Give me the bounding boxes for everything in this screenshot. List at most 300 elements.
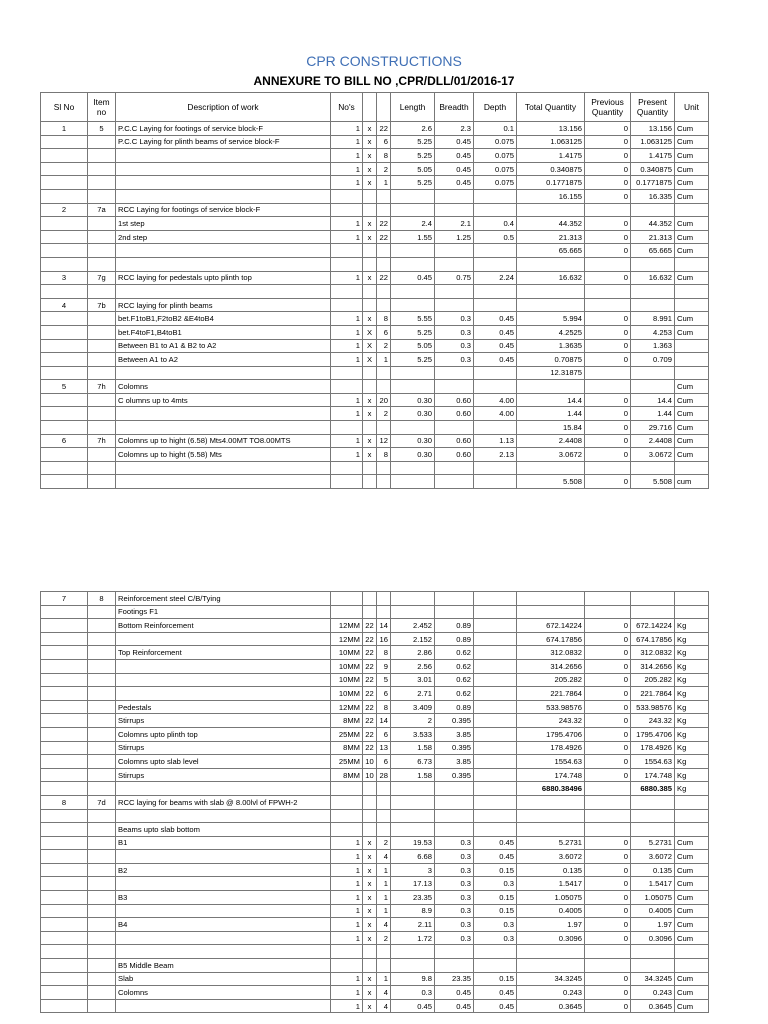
table-cell: 205.282: [517, 673, 585, 687]
table-cell: [41, 687, 88, 701]
table-cell: 1.5417: [631, 877, 675, 891]
table-cell: 3.409: [391, 700, 435, 714]
table-cell: Colomns: [116, 986, 331, 1000]
table-cell: 0.395: [435, 768, 474, 782]
table-cell: 0.3: [435, 312, 474, 326]
table-cell: 1.55: [391, 230, 435, 244]
table-row: [41, 244, 709, 258]
table-cell: [675, 823, 709, 837]
table-cell: [675, 257, 709, 271]
table-cell: 1: [331, 863, 363, 877]
table-cell: 22: [363, 714, 377, 728]
table-cell: x: [363, 972, 377, 986]
table-cell: 3.0672: [631, 448, 675, 462]
table-cell: 6: [377, 687, 391, 701]
table-cell: 6880.38496: [517, 782, 585, 796]
table-cell: 16.632: [631, 271, 675, 285]
table-cell: [41, 407, 88, 421]
table-cell: 2.56: [391, 659, 435, 673]
table-cell: Cum: [675, 836, 709, 850]
table-cell: [474, 285, 517, 299]
table-cell: [675, 461, 709, 475]
table-cell: [585, 203, 631, 217]
table-cell: 25MM: [331, 727, 363, 741]
table-cell: 0.45: [474, 353, 517, 367]
table-cell: [435, 421, 474, 435]
table-cell: 2.24: [474, 271, 517, 285]
table-cell: 0: [585, 700, 631, 714]
table-cell: 0.45: [435, 162, 474, 176]
table-cell: [88, 244, 116, 258]
table-cell: Kg: [675, 741, 709, 755]
table-cell: 1: [331, 312, 363, 326]
table-cell: 0.3: [474, 877, 517, 891]
table-row: [41, 176, 709, 190]
table-cell: Kg: [675, 673, 709, 687]
table-cell: 0.45: [435, 135, 474, 149]
table-cell: [435, 244, 474, 258]
table-cell: 1: [331, 271, 363, 285]
table-cell: 19.53: [391, 836, 435, 850]
table-cell: [331, 959, 363, 973]
table-cell: [435, 823, 474, 837]
table-cell: 0: [585, 619, 631, 633]
table-cell: [585, 380, 631, 394]
table-cell: [41, 339, 88, 353]
table-cell: [116, 176, 331, 190]
table-cell: 0.30: [391, 393, 435, 407]
table-cell: 20: [377, 393, 391, 407]
table-cell: 0.4005: [631, 904, 675, 918]
table-row: [41, 135, 709, 149]
table-cell: Reinforcement steel C/B/Tying: [116, 592, 331, 606]
table-cell: [631, 257, 675, 271]
table-row: [41, 999, 709, 1013]
table-cell: [435, 257, 474, 271]
annexure-title: ANNEXURE TO BILL NO ,CPR/DLL/01/2016-17: [253, 74, 515, 88]
table-cell: 1.063125: [631, 135, 675, 149]
header-cell: Sl No: [41, 93, 88, 122]
table-cell: 65.665: [517, 244, 585, 258]
bill-table-1: [40, 92, 709, 489]
table-cell: 12MM: [331, 632, 363, 646]
table-cell: [116, 632, 331, 646]
table-cell: 0: [585, 659, 631, 673]
table-cell: 12MM: [331, 700, 363, 714]
table-cell: Kg: [675, 632, 709, 646]
table-cell: [474, 809, 517, 823]
table-cell: x: [363, 407, 377, 421]
table-cell: [88, 999, 116, 1013]
table-cell: [331, 475, 363, 489]
table-cell: 0.89: [435, 619, 474, 633]
table-cell: [435, 795, 474, 809]
table-cell: 0.3: [391, 986, 435, 1000]
table-cell: Kg: [675, 755, 709, 769]
table-cell: [88, 727, 116, 741]
table-cell: [88, 619, 116, 633]
table-cell: 0.3: [435, 353, 474, 367]
table-cell: 0.3: [435, 931, 474, 945]
table-cell: Colomns up to hight (6.58) Mts4.00MT TO8.00MTS: [116, 434, 331, 448]
table-cell: [88, 632, 116, 646]
table-cell: [391, 592, 435, 606]
table-row: [41, 434, 709, 448]
table-cell: 5.25: [391, 353, 435, 367]
table-cell: 0.30: [391, 448, 435, 462]
table-cell: 243.32: [517, 714, 585, 728]
table-cell: 0.45: [474, 999, 517, 1013]
table-cell: [675, 339, 709, 353]
table-cell: 3.6072: [631, 850, 675, 864]
table-cell: [116, 931, 331, 945]
table-cell: [41, 768, 88, 782]
table-cell: 243.32: [631, 714, 675, 728]
table-cell: 6.73: [391, 755, 435, 769]
table-cell: [331, 945, 363, 959]
table-cell: [391, 203, 435, 217]
table-cell: 5.25: [391, 325, 435, 339]
table-cell: 178.4926: [631, 741, 675, 755]
table-cell: [88, 230, 116, 244]
table-cell: 1: [331, 891, 363, 905]
table-cell: 0.75: [435, 271, 474, 285]
table-row: [41, 904, 709, 918]
table-cell: [435, 380, 474, 394]
table-cell: [41, 931, 88, 945]
table-cell: Cum: [675, 421, 709, 435]
table-cell: 2.86: [391, 646, 435, 660]
header-cell: [377, 93, 391, 122]
table-cell: [377, 461, 391, 475]
table-cell: 0: [585, 393, 631, 407]
table-cell: [331, 461, 363, 475]
table-cell: 1.363: [631, 339, 675, 353]
table-cell: C olumns up to 4mts: [116, 393, 331, 407]
table-cell: [631, 959, 675, 973]
table-cell: Cum: [675, 972, 709, 986]
table-cell: [88, 475, 116, 489]
table-cell: [377, 592, 391, 606]
table-cell: [41, 823, 88, 837]
table-cell: [631, 203, 675, 217]
table-cell: [41, 162, 88, 176]
header-cell: Unit: [675, 93, 709, 122]
table-cell: 5.994: [517, 312, 585, 326]
table-cell: 0: [585, 434, 631, 448]
table-cell: [116, 782, 331, 796]
table-cell: [88, 945, 116, 959]
table-cell: [363, 257, 377, 271]
table-cell: 1.05075: [517, 891, 585, 905]
table-cell: 0.45: [474, 836, 517, 850]
table-cell: 221.7864: [517, 687, 585, 701]
table-cell: [391, 244, 435, 258]
table-cell: 14: [377, 619, 391, 633]
table-cell: Stirrups: [116, 714, 331, 728]
table-cell: [631, 605, 675, 619]
table-cell: 1795.4706: [517, 727, 585, 741]
table-cell: [331, 298, 363, 312]
table-cell: Pedestals: [116, 700, 331, 714]
table-cell: 16.632: [517, 271, 585, 285]
table-cell: [88, 217, 116, 231]
table-cell: 8.991: [631, 312, 675, 326]
table-cell: x: [363, 176, 377, 190]
table-cell: x: [363, 312, 377, 326]
table-cell: [517, 605, 585, 619]
table-cell: B3: [116, 891, 331, 905]
table-cell: 29.716: [631, 421, 675, 435]
table-cell: 1: [331, 836, 363, 850]
table-cell: 0: [585, 741, 631, 755]
table-cell: 5: [377, 673, 391, 687]
table-cell: 25MM: [331, 755, 363, 769]
table-cell: [435, 945, 474, 959]
table-cell: 10: [363, 755, 377, 769]
table-row: [41, 203, 709, 217]
table-cell: [517, 285, 585, 299]
table-cell: 6: [377, 325, 391, 339]
table-cell: 1.063125: [517, 135, 585, 149]
table-row: [41, 809, 709, 823]
table-cell: 0.075: [474, 149, 517, 163]
table-cell: 2.3: [435, 122, 474, 136]
table-cell: 14.4: [517, 393, 585, 407]
table-cell: [517, 203, 585, 217]
table-cell: 0.15: [474, 904, 517, 918]
table-row: [41, 189, 709, 203]
table-cell: [116, 421, 331, 435]
table-cell: 3.533: [391, 727, 435, 741]
table-cell: Beams upto slab bottom: [116, 823, 331, 837]
table-cell: [377, 380, 391, 394]
table-cell: [474, 632, 517, 646]
table-cell: 23.35: [435, 972, 474, 986]
table-cell: Top Reinforcement: [116, 646, 331, 660]
table-cell: 0: [585, 189, 631, 203]
table-cell: [675, 605, 709, 619]
table-cell: [377, 298, 391, 312]
table-cell: 21.313: [631, 230, 675, 244]
table-cell: [41, 972, 88, 986]
table-cell: 10MM: [331, 687, 363, 701]
table-cell: 0.340875: [631, 162, 675, 176]
table-cell: 22: [377, 122, 391, 136]
table-cell: [377, 421, 391, 435]
table-cell: [41, 755, 88, 769]
table-cell: 0.075: [474, 162, 517, 176]
table-cell: [474, 461, 517, 475]
table-cell: B4: [116, 918, 331, 932]
table-cell: Bottom Reinforcement: [116, 619, 331, 633]
table-cell: [363, 823, 377, 837]
table-cell: [474, 646, 517, 660]
table-cell: RCC Laying for footings of service block-F: [116, 203, 331, 217]
table-cell: Cum: [675, 891, 709, 905]
table-cell: 1: [331, 407, 363, 421]
table-cell: 12.31875: [517, 366, 585, 380]
table-cell: [391, 823, 435, 837]
table-row: [41, 298, 709, 312]
table-cell: [585, 592, 631, 606]
table-cell: [331, 189, 363, 203]
table-cell: 1.25: [435, 230, 474, 244]
table-cell: 0.340875: [517, 162, 585, 176]
table-cell: [88, 353, 116, 367]
table-row: [41, 945, 709, 959]
table-cell: [631, 380, 675, 394]
table-cell: 1: [377, 972, 391, 986]
table-cell: [435, 203, 474, 217]
table-cell: [331, 421, 363, 435]
table-cell: 0: [585, 646, 631, 660]
table-row: [41, 605, 709, 619]
table-cell: 8.9: [391, 904, 435, 918]
table-cell: [474, 727, 517, 741]
table-cell: [116, 244, 331, 258]
table-cell: [391, 421, 435, 435]
table-cell: 0: [585, 244, 631, 258]
table-cell: Stirrups: [116, 768, 331, 782]
table-cell: [41, 700, 88, 714]
table-cell: 0.60: [435, 448, 474, 462]
table-cell: 14: [377, 714, 391, 728]
table-cell: 0: [585, 836, 631, 850]
table-cell: 1.44: [517, 407, 585, 421]
table-cell: 674.17856: [631, 632, 675, 646]
table-cell: [377, 189, 391, 203]
table-cell: 0: [585, 135, 631, 149]
table-cell: 0.15: [474, 891, 517, 905]
table-cell: 672.14224: [517, 619, 585, 633]
table-cell: [631, 285, 675, 299]
table-cell: 178.4926: [517, 741, 585, 755]
table-cell: 4.00: [474, 393, 517, 407]
table-cell: 0: [585, 407, 631, 421]
table-cell: 174.748: [631, 768, 675, 782]
table-cell: [116, 257, 331, 271]
table-cell: [474, 421, 517, 435]
table-cell: [41, 257, 88, 271]
table-cell: 0.5: [474, 230, 517, 244]
table-cell: 2: [377, 407, 391, 421]
table-cell: [41, 863, 88, 877]
table-row: [41, 461, 709, 475]
table-cell: Slab: [116, 972, 331, 986]
table-cell: 0.4: [474, 217, 517, 231]
table-cell: [474, 687, 517, 701]
table-cell: 13: [377, 741, 391, 755]
table-cell: x: [363, 918, 377, 932]
table-cell: [88, 836, 116, 850]
table-cell: [517, 257, 585, 271]
table-cell: [88, 162, 116, 176]
table-cell: Kg: [675, 619, 709, 633]
table-cell: 8: [377, 646, 391, 660]
table-cell: Cum: [675, 135, 709, 149]
table-cell: [88, 339, 116, 353]
table-cell: 2.152: [391, 632, 435, 646]
table-cell: Kg: [675, 700, 709, 714]
table-cell: Colomns: [116, 380, 331, 394]
table-cell: 0.135: [517, 863, 585, 877]
table-cell: [377, 945, 391, 959]
table-cell: [474, 755, 517, 769]
table-cell: [377, 366, 391, 380]
table-cell: 0.60: [435, 407, 474, 421]
table-cell: 0.075: [474, 135, 517, 149]
table-cell: 0: [585, 448, 631, 462]
table-cell: 0: [585, 217, 631, 231]
table-cell: [363, 366, 377, 380]
table-cell: 0.89: [435, 700, 474, 714]
table-cell: 5.508: [631, 475, 675, 489]
company-name: CPR CONSTRUCTIONS: [306, 53, 462, 69]
table-cell: 0.3: [435, 891, 474, 905]
table-cell: [377, 959, 391, 973]
table-cell: [88, 891, 116, 905]
table-cell: [391, 605, 435, 619]
table-cell: 312.0832: [517, 646, 585, 660]
table-cell: [88, 741, 116, 755]
table-cell: 0: [585, 149, 631, 163]
table-row: [41, 768, 709, 782]
table-cell: Between B1 to A1 & B2 to A2: [116, 339, 331, 353]
table-cell: Kg: [675, 687, 709, 701]
table-cell: 13.156: [517, 122, 585, 136]
table-row: [41, 972, 709, 986]
table-cell: 22: [363, 727, 377, 741]
table-cell: 0.243: [631, 986, 675, 1000]
table-cell: [41, 448, 88, 462]
table-cell: [377, 782, 391, 796]
table-cell: Cum: [675, 380, 709, 394]
table-cell: 0.3645: [517, 999, 585, 1013]
table-cell: 2: [377, 836, 391, 850]
table-cell: [474, 959, 517, 973]
table-cell: [474, 823, 517, 837]
table-cell: 1: [331, 325, 363, 339]
table-cell: [377, 475, 391, 489]
table-row: [41, 755, 709, 769]
table-cell: [377, 244, 391, 258]
table-cell: [517, 959, 585, 973]
table-cell: Cum: [675, 271, 709, 285]
table-row: [41, 592, 709, 606]
table-cell: 6: [377, 135, 391, 149]
table-cell: 2.11: [391, 918, 435, 932]
table-cell: 4: [377, 986, 391, 1000]
table-cell: 0.243: [517, 986, 585, 1000]
table-cell: [585, 782, 631, 796]
table-cell: [517, 809, 585, 823]
header-cell: Breadth: [435, 93, 474, 122]
table-cell: 0: [585, 931, 631, 945]
table-row: [41, 421, 709, 435]
table-cell: 8: [377, 700, 391, 714]
table-row: [41, 782, 709, 796]
table-cell: [41, 727, 88, 741]
table-cell: 674.17856: [517, 632, 585, 646]
table-cell: Colomns up to hight (5.58) Mts: [116, 448, 331, 462]
table-cell: 2: [377, 162, 391, 176]
table-cell: 15.84: [517, 421, 585, 435]
table-cell: [41, 605, 88, 619]
table-cell: 0: [585, 714, 631, 728]
table-cell: x: [363, 931, 377, 945]
table-cell: 0.30: [391, 434, 435, 448]
